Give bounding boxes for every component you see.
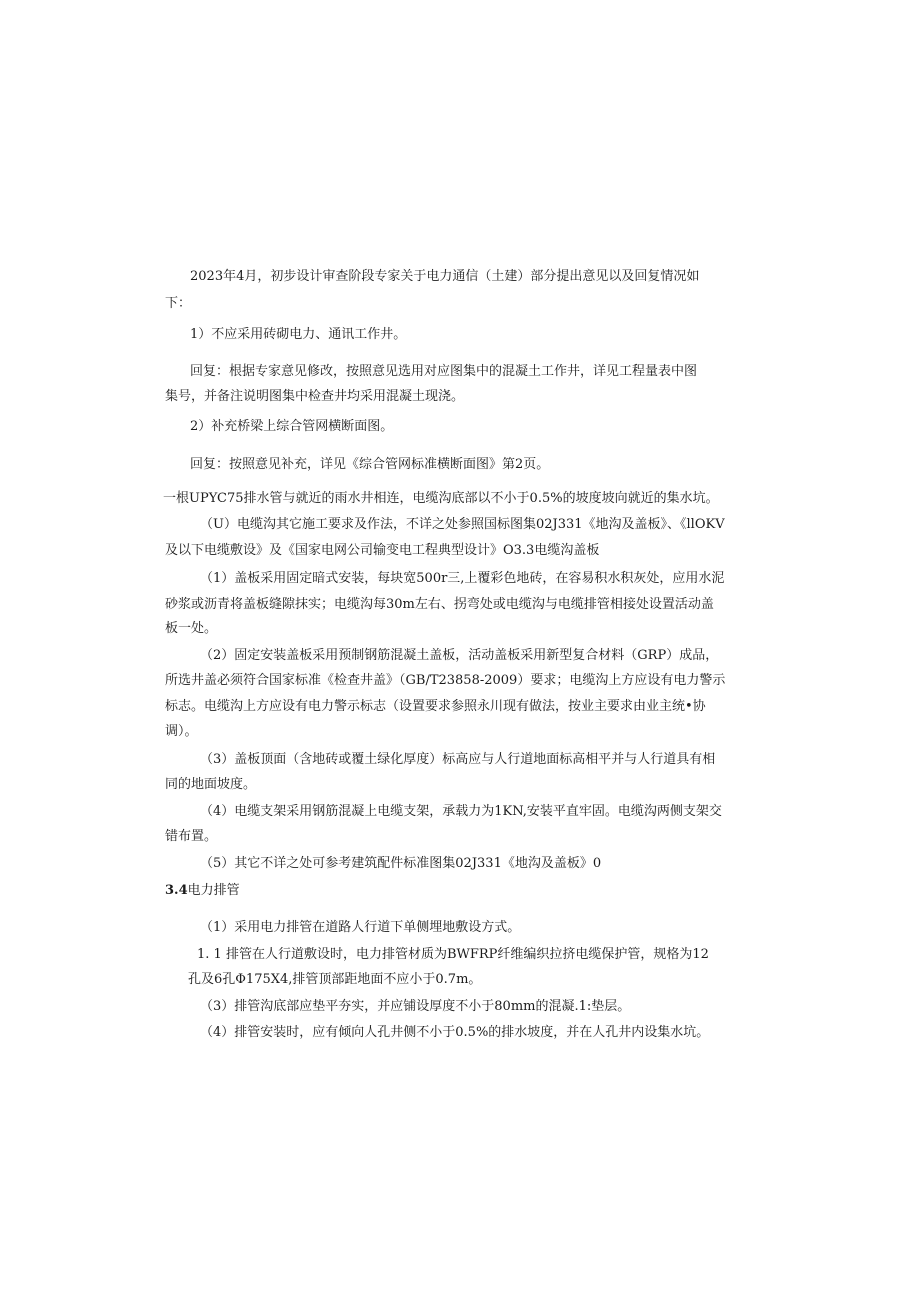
- opinion-2: 2）补充桥梁上综合管网横断面图。: [190, 419, 394, 434]
- cover-2-line-3: 标志。电缆沟上方应设有电力警示标志（设置要求参照永川现有做法，按业主要求由业主统•协: [165, 699, 706, 714]
- cover-5: （5）其它不详之处可参考建筑配件标准图集02J331《地沟及盖板》0: [200, 856, 602, 871]
- section-title: 电力排管: [187, 883, 240, 898]
- cover-2-line-4: 调）。: [165, 724, 198, 739]
- pipe-1: （1）采用电力排管在道路人行道下单侧埋地敷设方式。: [200, 920, 521, 935]
- drain-line: 一根UPYC75排水管与就近的雨水井相连，电缆沟底部以不小于0.5%的坡度坡向就近的集水坑。: [163, 491, 719, 506]
- cover-1-line-2: 砂浆或沥青将盖板缝隙抹实；电缆沟每30m左右、拐弯处或电缆沟与电缆排管相接处设置活动盖: [165, 597, 714, 612]
- pipe-4: （4）排管安装时，应有倾向人孔井侧不小于0.5%的排水坡度，并在人孔井内设集水坑。: [200, 1025, 710, 1040]
- item-u-line-2: 及以下电缆敷设》及《国家电网公司输变电工程典型设计》O3.3电缆沟盖板: [165, 543, 600, 558]
- item-u-line-1: （U）电缆沟其它施工要求及作法，不详之处参照国标图集02J331《地沟及盖板》、《llOKV: [200, 517, 725, 532]
- cover-4-line-1: （4）电缆支架采用钢筋混凝上电缆支架，承载力为1KN,安装平直牢固。电缆沟两侧支架交: [200, 804, 722, 819]
- reply-2: 回复：按照意见补充，详见《综合管网标准横断面图》第2页。: [190, 457, 550, 472]
- section-number: 3.4: [165, 883, 188, 898]
- section-3-4-heading: [165, 884, 240, 897]
- cover-1-line-1: （1）盖板采用固定暗式安装，每块宽500r三,上覆彩色地砖，在容易积水积灰处，应用水泥: [200, 571, 725, 586]
- reply-1-line-2: 集号，并备注说明图集中检查井均采用混凝土现浇。: [165, 389, 465, 404]
- cover-4-line-2: 错布置。: [165, 829, 218, 844]
- opinion-1: 1）不应采用砖砌电力、通讯工作井。: [190, 327, 407, 342]
- cover-2-line-2: 所选井盖必须符合国家标准《检查井盖》（GB/T23858-2009）要求；电缆沟上方应设有电力警示: [165, 673, 726, 688]
- pipe-1-1-line-2: 孔及6孔Φ175X4,排管顶部距地面不应小于0.7m。: [188, 972, 482, 987]
- cover-2-line-1: （2）固定安装盖板采用预制钢筋混凝土盖板，活动盖板采用新型复合材料（GRP）成品，: [200, 648, 719, 663]
- pipe-3: （3）排管沟底部应垫平夯实，并应铺设厚度不小于80mm的混凝.1:垫层。: [200, 999, 631, 1014]
- cover-3-line-2: 同的地面坡度。: [165, 777, 257, 792]
- reply-1-line-1: 回复：根据专家意见修改，按照意见选用对应图集中的混凝土工作井，详见工程量表中图: [190, 364, 698, 379]
- cover-1-line-3: 板一处。: [165, 621, 218, 636]
- intro-line-1: 2023年4月，初步设计审查阶段专家关于电力通信（土建）部分提出意见以及回复情况如: [190, 269, 700, 284]
- cover-3-line-1: （3）盖板顶面（含地砖或覆土绿化厚度）标高应与人行道地面标高相平并与人行道具有相: [200, 752, 716, 767]
- intro-line-2: 下：: [165, 296, 192, 311]
- pipe-1-1-line-1: 1. 1 排管在人行道敷设时，电力排管材质为BWFRP纤维编织拉挤电缆保护管，规格为12: [197, 947, 709, 962]
